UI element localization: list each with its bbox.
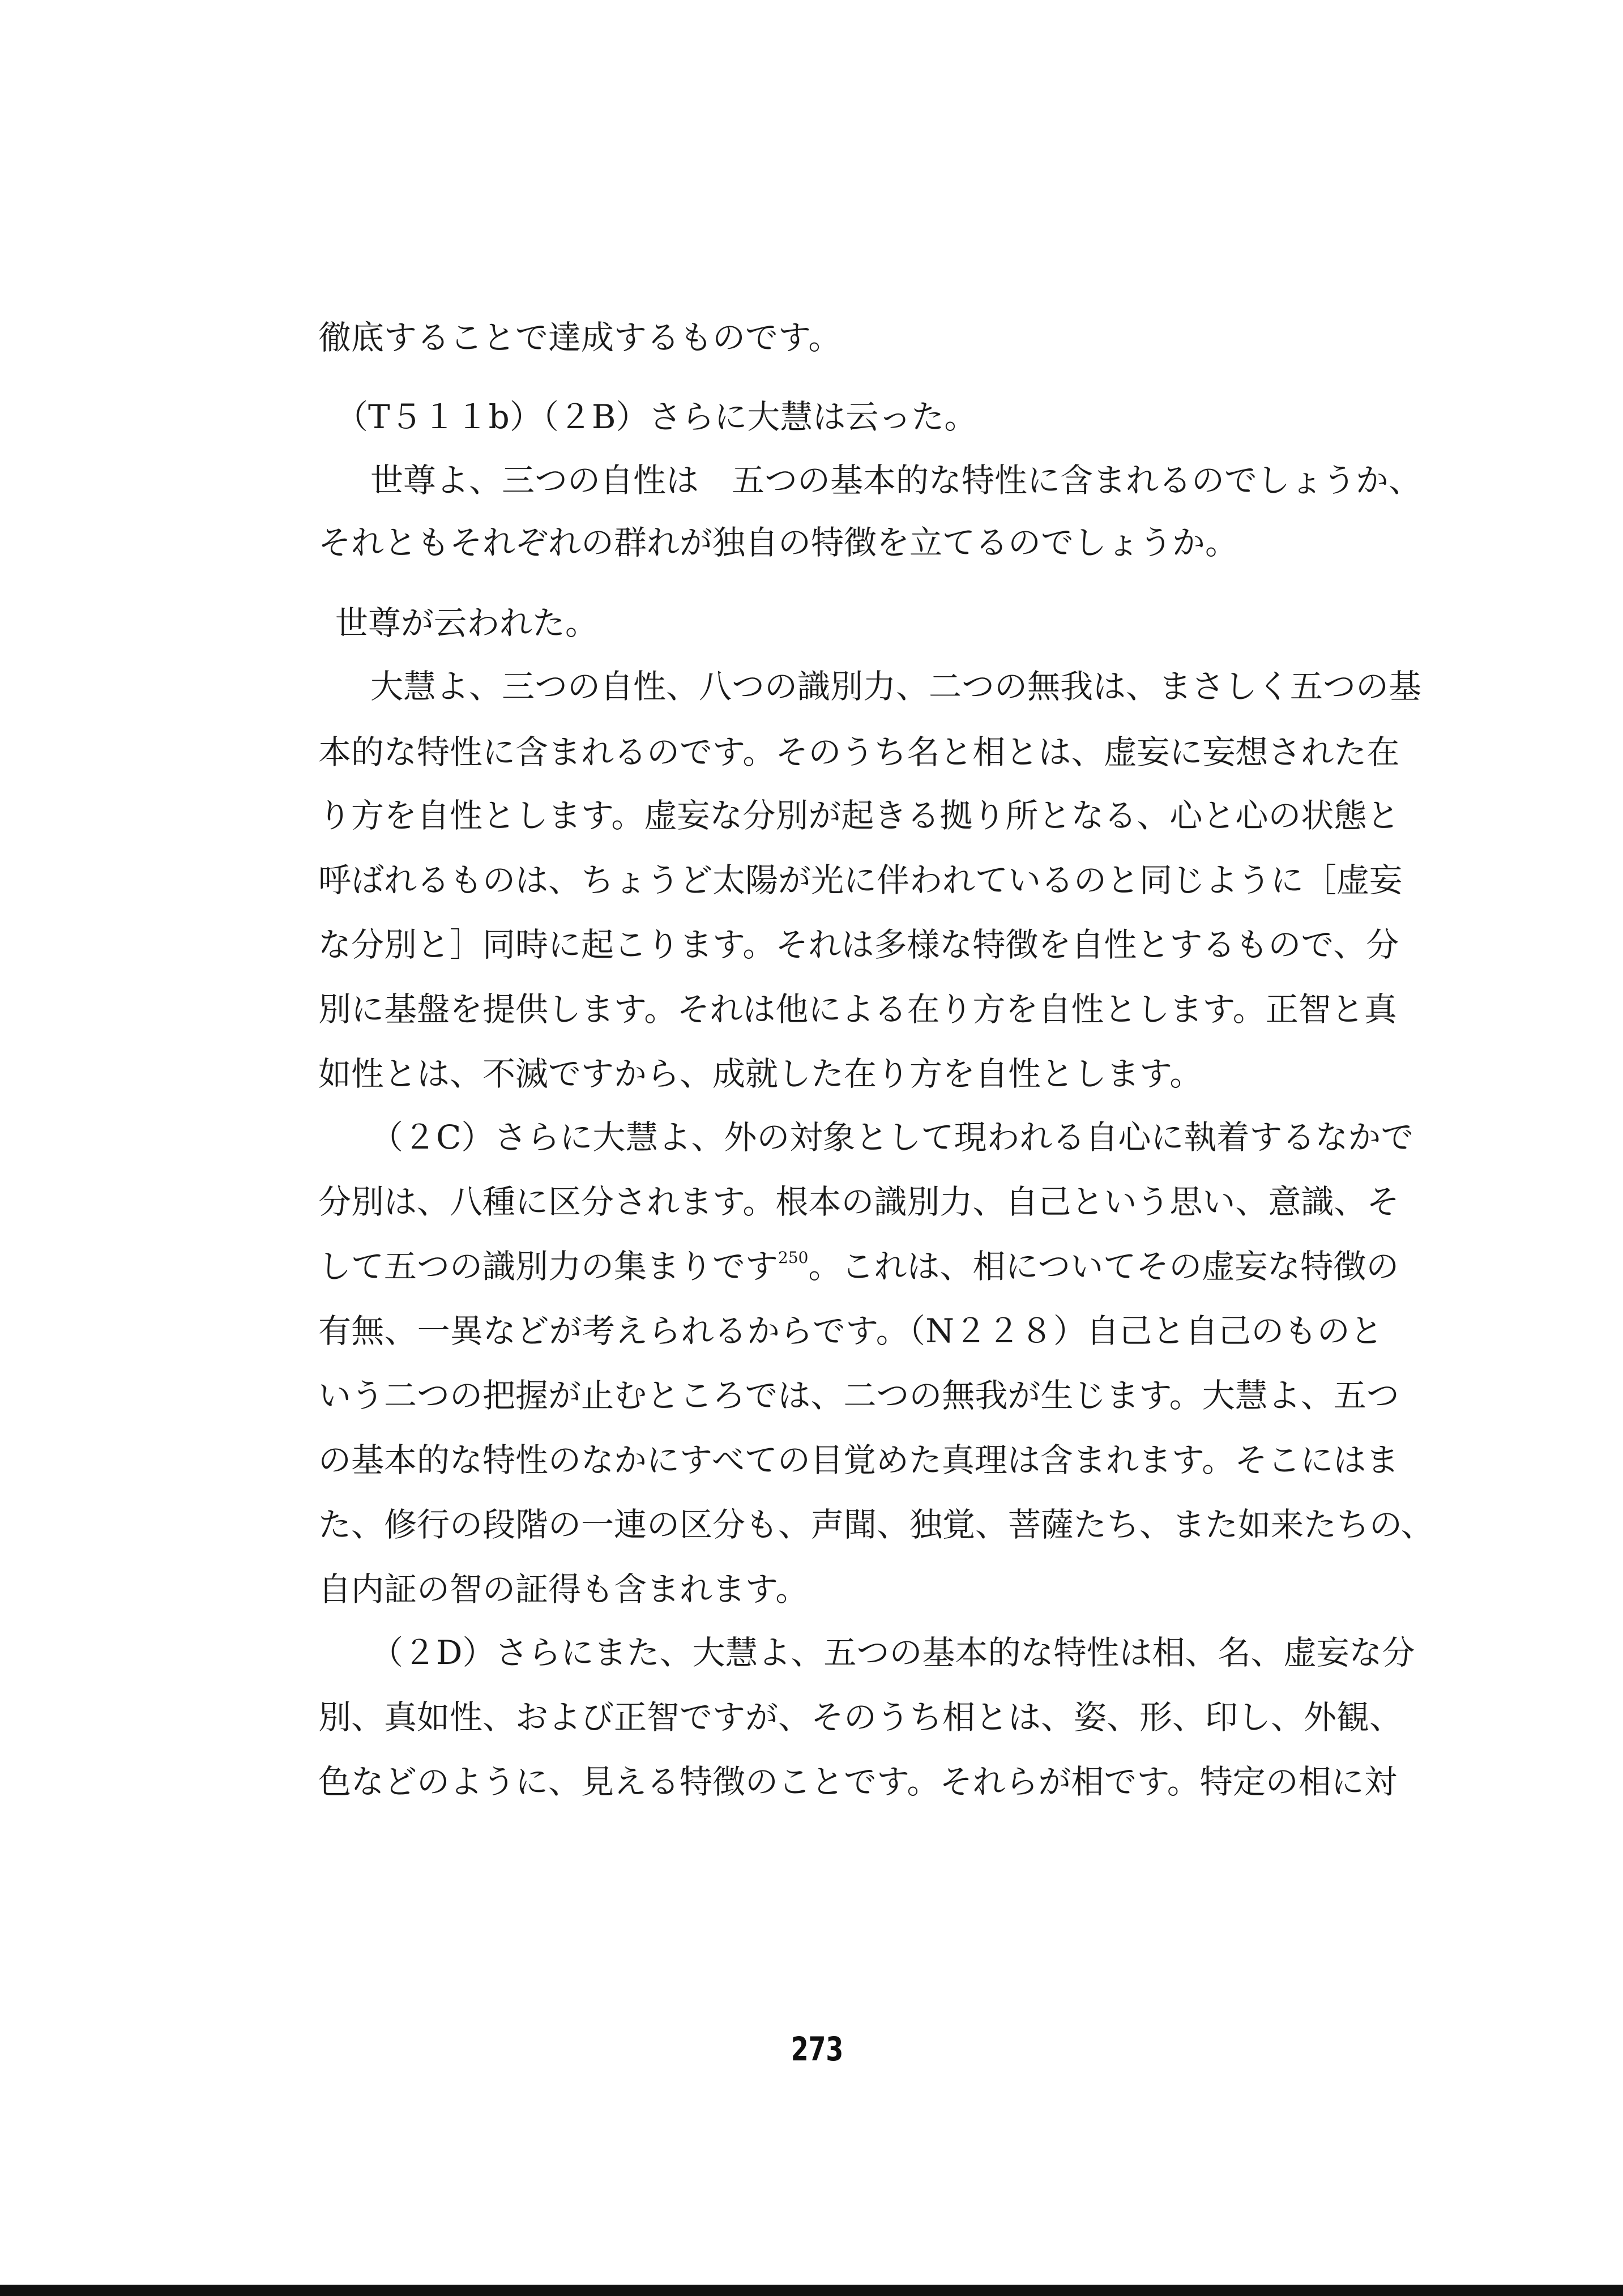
- text-line-16: 有無、一異などが考えられるからです。（N２２８）自己と自己のものと: [318, 1312, 1383, 1350]
- text-line-10: な分別と］同時に起こります。それは多様な特徴を自性とするもので、分: [318, 925, 1399, 964]
- text-line-7: 本的な特性に含まれるのです。そのうち名と相とは、虚妄に妄想された在: [318, 733, 1400, 771]
- text-line-20: 自内証の智の証得も含まれます。: [318, 1570, 809, 1608]
- text-line-9: 呼ばれるものは、ちょうど太陽が光に伴われているのと同じように［虚妄: [318, 861, 1403, 899]
- text-line-23: 色などのように、見える特徴のことです。それらが相です。特定の相に対: [318, 1762, 1397, 1801]
- text-line-21: （２D）さらにまた、大慧よ、五つの基本的な特性は相、名、虚妄な分: [370, 1633, 1415, 1672]
- text-line-2: （T５１１b）（２B）さらに大慧は云った。: [335, 398, 977, 436]
- text-line-14: 分別は、八種に区分されます。根本の識別力、自己という思い、意識、そ: [318, 1183, 1400, 1221]
- text-line-11: 別に基盤を提供します。それは他による在り方を自性とします。正智と真: [318, 990, 1397, 1028]
- text-line-12: 如性とは、不滅ですから、成就した在り方を自性とします。: [318, 1055, 1203, 1093]
- text-line-6: 大慧よ、三つの自性、八つの識別力、二つの無我は、まさしく五つの基: [370, 667, 1422, 706]
- text-line-18: の基本的な特性のなかにすべての目覚めた真理は含まれます。そこにはま: [318, 1441, 1399, 1479]
- text-line-17: いう二つの把握が止むところでは、二つの無我が生じます。大慧よ、五つ: [318, 1376, 1399, 1415]
- text-line-5: 世尊が云われた。: [335, 604, 599, 642]
- text-line-15-end: 。これは、相についてその虚妄な特徴の: [808, 1247, 1399, 1286]
- text-line-15: [318, 1239, 1399, 1294]
- text-line-15-start: して五つの識別力の集まりです: [318, 1247, 779, 1286]
- text-line-1: 徹底することで達成するものです。: [318, 318, 842, 357]
- text-line-13: （２C）さらに大慧よ、外の対象として現われる自心に執着するなかで: [370, 1118, 1414, 1156]
- text-line-4: それともそれぞれの群れが独自の特徴を立てるのでしょうか。: [318, 523, 1238, 562]
- text-line-19: た、修行の段階の一連の区分も、声聞、独覚、菩薩たち、また如来たちの、: [318, 1505, 1434, 1544]
- text-line-3: 世尊よ、三つの自性は 五つの基本的な特性に含まれるのでしょうか、: [370, 461, 1422, 500]
- text-line-8: り方を自性とします。虚妄な分別が起きる拠り所となる、心と心の状態と: [318, 796, 1400, 835]
- footnote-ref-250: 250: [778, 1248, 809, 1267]
- page-number: 273: [791, 2030, 844, 2068]
- text-line-22: 別、真如性、および正智ですが、そのうち相とは、姿、形、印し、外観、: [318, 1698, 1403, 1736]
- scan-edge-bar: [0, 2285, 1623, 2296]
